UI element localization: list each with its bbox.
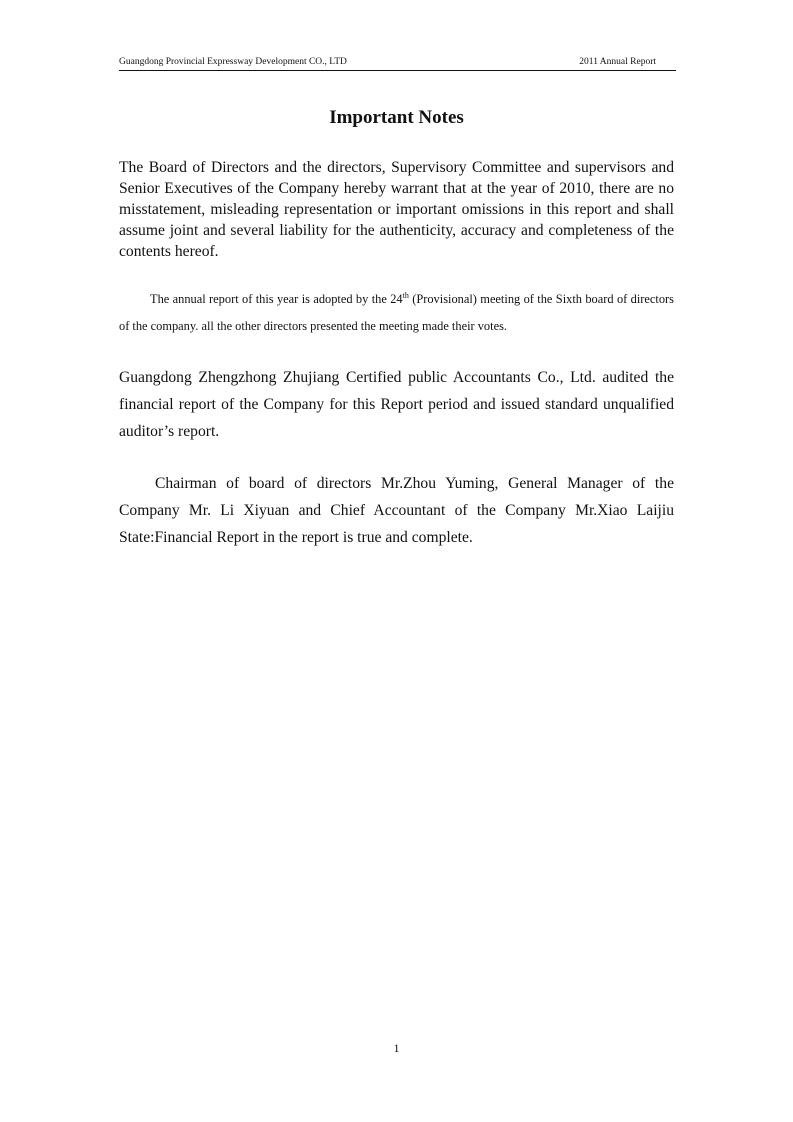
header-divider	[119, 70, 676, 71]
auditor-paragraph: Guangdong Zhengzhong Zhujiang Certified public Accountants Co., Ltd. audited the financial report of the Company for this Report period and issued standard unqualified auditor’s report.	[119, 369, 674, 440]
chairman-statement-paragraph: Chairman of board of directors Mr.Zhou Yuming, General Manager of the Company Mr. Li Xiyuan and Chief Accountant of the Company Mr.Xiao Laijiu State:Financial Report in the report is true and complete.	[119, 475, 674, 546]
adoption-ordinal-suffix: th	[402, 290, 409, 300]
adoption-text-start: The annual report of this year is adopted by the 24	[150, 292, 403, 306]
page-number: 1	[393, 1041, 400, 1055]
page-title: Important Notes	[329, 107, 464, 128]
board-warrant-paragraph: The Board of Directors and the directors, Supervisory Committee and supervisors and Senior Executives of the Company hereby warrant that at the year of 2010, there are no misstatement, misleading representation or important omissions in this report and shall assume joint and several liability for the authenticity, accuracy and completeness of the contents hereof.	[119, 159, 674, 260]
header-report-title: 2011 Annual Report	[579, 57, 656, 67]
adoption-text-end: (Provisional) meeting of the Sixth board of directors of the company. all the other directors presented the meeting made their votes.	[119, 292, 674, 333]
header-company-name: Guangdong Provincial Expressway Development CO., LTD	[119, 57, 347, 67]
adoption-paragraph	[119, 286, 674, 340]
page-header	[119, 56, 676, 70]
